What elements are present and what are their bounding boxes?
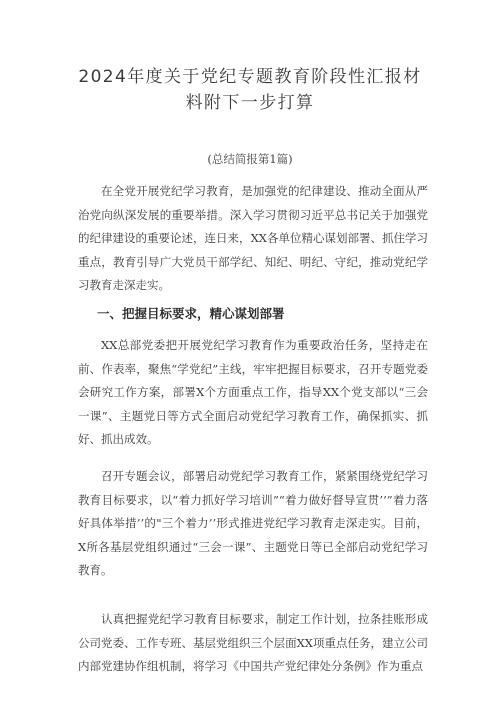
title-line-2: 料附下一步打算 — [185, 93, 315, 113]
document-title — [70, 64, 430, 116]
body-paragraph-2: 召开专题会议，部署启动党纪学习教育工作，紧紧围绕党纪学习教育目标要求，以“着力抓好学习培训”“着力做好督导宣贯’’”着力落好具体举措’’的"三个着力’’形式推进党纪学习教育走深走实。目前，X所各基层党组织通过“三会一课”、主题党日等已全部启动党纪学习教育。 — [78, 469, 428, 577]
body-paragraph-1: XX总部党委把开展党纪学习教育作为重要政治任务，坚持走在前、作表率，聚焦“学党纪”主线，牢牢把握目标要求，召开专题党委会研究工作方案，部署X个方面重点工作，指导XX个党支部以“三会一课”、主题党日等方式全面启动党纪学习教育工作，确保抓实、抓好、抓出成效。 — [78, 338, 428, 446]
body-paragraph-3: 认真把握党纪学习教育目标要求，制定工作计划，拉条挂账形成公司党委、工作专班、基层党组织三个层面XX项重点任务，建立公司内部党建协作组机制，将学习《中国共产党纪律处分条例》作为重点 — [78, 612, 428, 673]
intro-paragraph: 在全党开展党纪学习教育，是加强党的纪律建设、推动全面从严治党向纵深发展的重要举措。深入学习贯彻习近平总书记关于加强党的纪律建设的重要论述，连日来，XX各单位精心谋划部署、抓住学习重点，教育引导广大党员干部学纪、知纪、明纪、守纪，推动党纪学习教育走深走实。 — [78, 184, 428, 292]
section-heading: 一、把握目标要求，精心谋划部署 — [97, 306, 285, 321]
document-subtitle: (总结简报第1篇) — [207, 152, 293, 166]
title-line-1: 2024年度关于党纪专题教育阶段性汇报材 — [78, 67, 422, 87]
